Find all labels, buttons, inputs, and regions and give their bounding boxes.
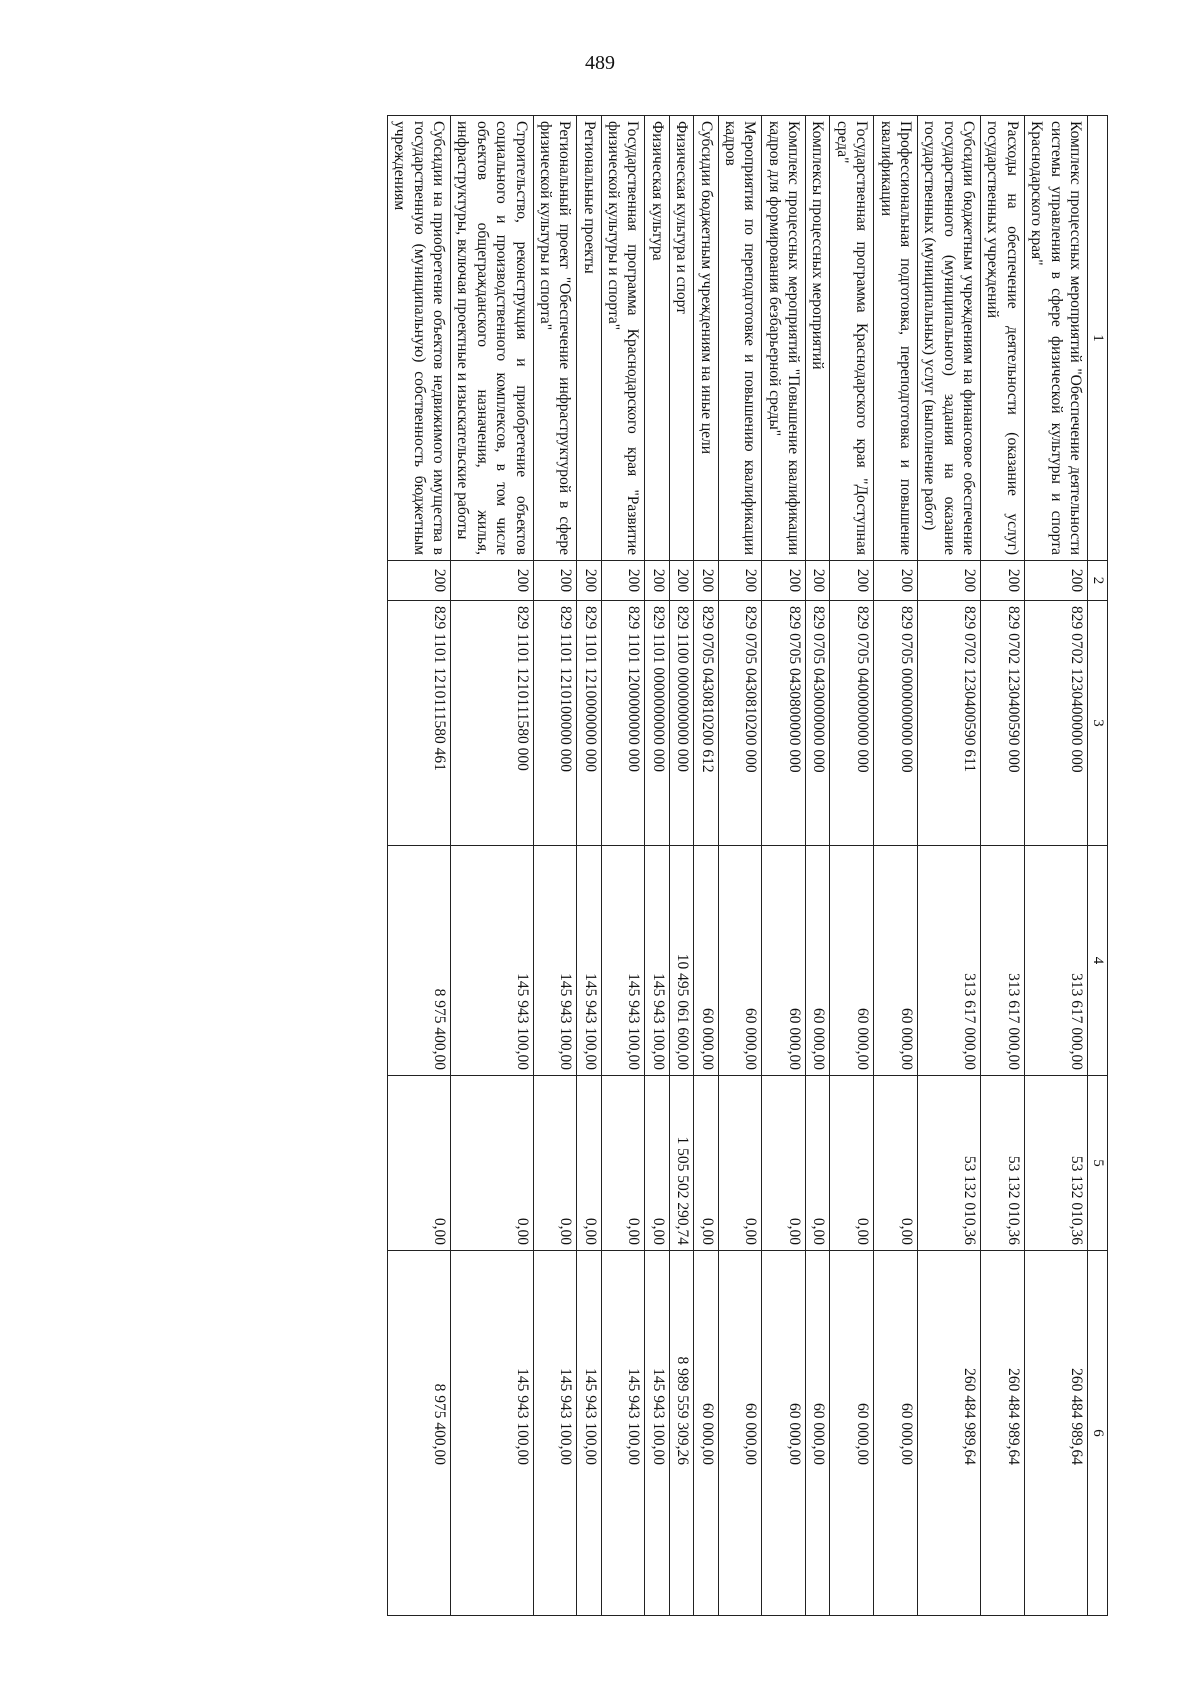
row-code: 829 1101 1210111580 461 [388,601,451,846]
page-number: 489 [585,52,615,74]
row-col5: 1 505 502 290,74 [669,1076,693,1251]
row-col6: 260 484 989,64 [1024,1251,1087,1616]
row-code: 829 0702 1230400590 000 [981,601,1025,846]
row-col6: 260 484 989,64 [981,1251,1025,1616]
row-name: Физическая культура [645,116,669,561]
table-row [388,116,451,1616]
row-col6: 60 000,00 [874,1251,918,1616]
table-row [918,116,981,1616]
row-col2: 200 [577,561,601,601]
row-col5: 0,00 [533,1076,577,1251]
row-col2: 200 [806,561,830,601]
row-col2: 200 [762,561,806,601]
row-code: 829 0705 0430000000 000 [806,601,830,846]
row-col5: 0,00 [874,1076,918,1251]
row-col4: 313 617 000,00 [981,846,1025,1076]
row-col2: 200 [981,561,1025,601]
row-col6: 145 943 100,00 [451,1251,534,1616]
row-name: Государственная программа Краснодарского края "Доступная среда" [830,116,874,561]
row-name: Физическая культура и спорт [669,116,693,561]
row-col4: 10 495 061 600,00 [669,846,693,1076]
row-col2: 200 [874,561,918,601]
row-name: Комплекс процессных мероприятий "Обеспечение деятельности системы управления в сфере физической культуры и спорта Краснодарского края" [1024,116,1087,561]
row-code: 829 0702 1230400000 000 [1024,601,1087,846]
row-col6: 260 484 989,64 [918,1251,981,1616]
row-col2: 200 [669,561,693,601]
row-col4: 60 000,00 [874,846,918,1076]
table-row [533,116,577,1616]
row-name: Комплекс процессных мероприятий "Повышение квалификации кадров для формирования безбарьерной среды" [762,116,806,561]
header-col-1: 1 [1088,116,1108,561]
row-col4: 145 943 100,00 [577,846,601,1076]
row-col4: 8 975 400,00 [388,846,451,1076]
row-name: Субсидии бюджетным учреждениям на финансовое обеспечение государственного (муниципального) задания на оказание государственных (муниципальных) услуг (выполнение работ) [918,116,981,561]
row-col2: 200 [533,561,577,601]
table-row [601,116,645,1616]
row-col4: 313 617 000,00 [918,846,981,1076]
row-col5: 0,00 [601,1076,645,1251]
row-col4: 145 943 100,00 [645,846,669,1076]
row-col4: 145 943 100,00 [451,846,534,1076]
table-row [830,116,874,1616]
row-col5: 0,00 [451,1076,534,1251]
row-col6: 145 943 100,00 [533,1251,577,1616]
row-col2: 200 [645,561,669,601]
row-name: Комплексы процессных мероприятий [806,116,830,561]
row-col6: 60 000,00 [718,1251,762,1616]
table-row [669,116,693,1616]
row-col6: 60 000,00 [830,1251,874,1616]
row-col2: 200 [451,561,534,601]
row-code: 829 0705 0430800000 000 [762,601,806,846]
row-col4: 60 000,00 [806,846,830,1076]
row-name: Строительство, реконструкция и приобретение объектов социального и производственного комплексов, в том числе объектов общегражданского назначения, жилья, инфраструктуры, включая проектные и изыскательские работы [451,116,534,561]
row-col5: 53 132 010,36 [981,1076,1025,1251]
table-row [645,116,669,1616]
table-row [694,116,718,1616]
row-name: Региональный проект "Обеспечение инфраструктурой в сфере физической культуры и спорта" [533,116,577,561]
row-col2: 200 [694,561,718,601]
header-col-3: 3 [1088,601,1108,846]
table-row [1024,116,1087,1616]
header-col-2: 2 [1088,561,1108,601]
row-col5: 53 132 010,36 [918,1076,981,1251]
row-name: Мероприятия по переподготовке и повышению квалификации кадров [718,116,762,561]
row-code: 829 0705 0430810200 000 [718,601,762,846]
row-name: Региональные проекты [577,116,601,561]
row-col6: 60 000,00 [806,1251,830,1616]
row-name: Профессиональная подготовка, переподготовка и повышение квалификации [874,116,918,561]
row-col5: 0,00 [577,1076,601,1251]
row-col5: 0,00 [388,1076,451,1251]
table-row [806,116,830,1616]
row-code: 829 0702 1230400590 611 [918,601,981,846]
row-col4: 145 943 100,00 [533,846,577,1076]
row-code: 829 1101 1200000000 000 [601,601,645,846]
row-col2: 200 [601,561,645,601]
header-col-5: 5 [1088,1076,1108,1251]
row-col4: 60 000,00 [830,846,874,1076]
row-col5: 0,00 [762,1076,806,1251]
row-col4: 60 000,00 [694,846,718,1076]
row-col4: 313 617 000,00 [1024,846,1087,1076]
row-col2: 200 [718,561,762,601]
row-col6: 60 000,00 [694,1251,718,1616]
row-col6: 145 943 100,00 [577,1251,601,1616]
table-row [577,116,601,1616]
header-col-6: 6 [1088,1251,1108,1616]
table-row [981,116,1025,1616]
header-col-4: 4 [1088,846,1108,1076]
row-col5: 0,00 [806,1076,830,1251]
row-code: 829 0705 0400000000 000 [830,601,874,846]
row-col2: 200 [830,561,874,601]
row-col4: 60 000,00 [762,846,806,1076]
row-code: 829 1100 0000000000 000 [669,601,693,846]
row-code: 829 0705 0000000000 000 [874,601,918,846]
row-col5: 0,00 [830,1076,874,1251]
table-row [451,116,534,1616]
row-code: 829 1101 1210111580 000 [451,601,534,846]
row-col2: 200 [1024,561,1087,601]
table-row [718,116,762,1616]
row-col5: 53 132 010,36 [1024,1076,1087,1251]
row-col6: 60 000,00 [762,1251,806,1616]
row-name: Государственная программа Краснодарского края "Развитие физической культуры и спорта" [601,116,645,561]
row-code: 829 1101 1210100000 000 [533,601,577,846]
row-col6: 145 943 100,00 [645,1251,669,1616]
row-col6: 8 989 559 309,26 [669,1251,693,1616]
header-row [1088,116,1108,1616]
row-col6: 8 975 400,00 [388,1251,451,1616]
row-col5: 0,00 [718,1076,762,1251]
row-name: Расходы на обеспечение деятельности (оказание услуг) государственных учреждений [981,116,1025,561]
row-col6: 145 943 100,00 [601,1251,645,1616]
row-col4: 60 000,00 [718,846,762,1076]
row-name: Субсидии бюджетным учреждениям на иные цели [694,116,718,561]
row-col5: 0,00 [645,1076,669,1251]
table-row [762,116,806,1616]
row-col2: 200 [388,561,451,601]
row-name: Субсидии на приобретение объектов недвижимого имущества в государственную (муниципальную) собственность бюджетным учреждениям [388,116,451,561]
row-code: 829 1101 1210000000 000 [577,601,601,846]
row-col5: 0,00 [694,1076,718,1251]
table-row [874,116,918,1616]
row-col4: 145 943 100,00 [601,846,645,1076]
row-code: 829 0705 0430810200 612 [694,601,718,846]
row-code: 829 1101 0000000000 000 [645,601,669,846]
budget-table [387,115,1108,1616]
row-col2: 200 [918,561,981,601]
rotated-table-block [183,115,1108,1615]
